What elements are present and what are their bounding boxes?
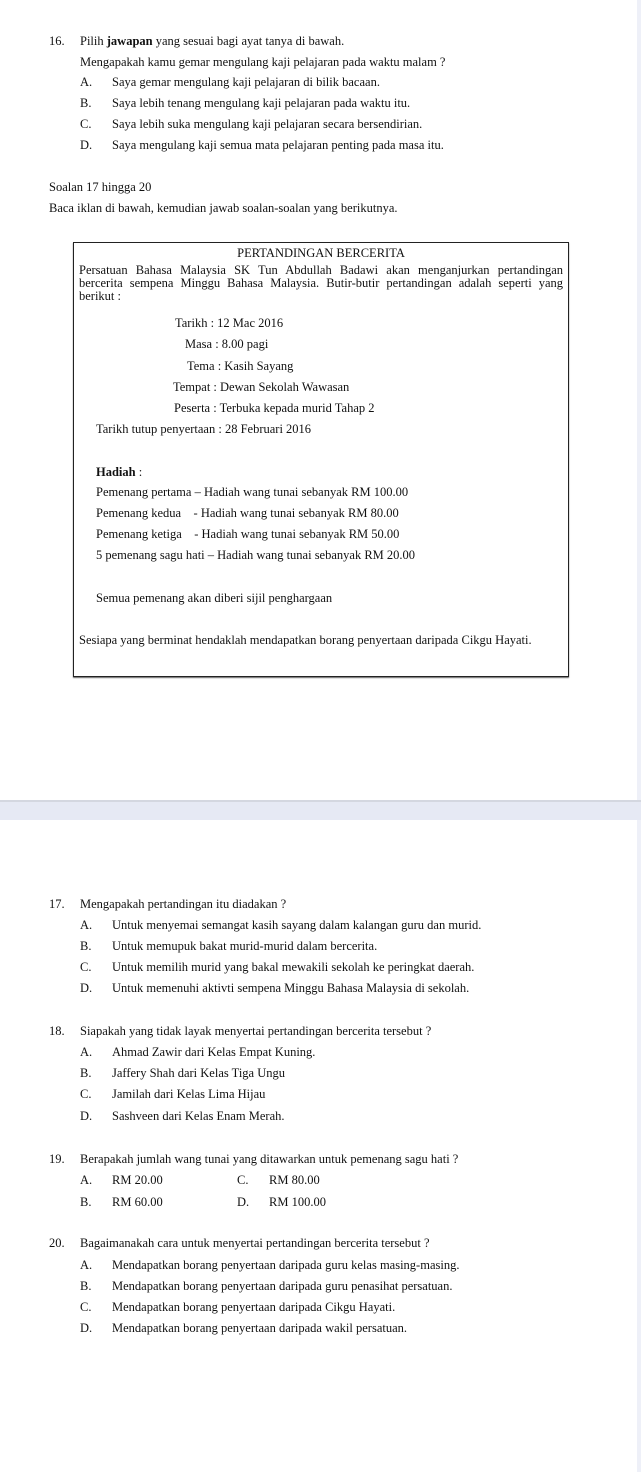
option-text: Jaffery Shah dari Kelas Tiga Ungu [112,1066,286,1080]
option-text: RM 20.00 [112,1173,163,1187]
ad-contact: Sesiapa yang berminat hendaklah mendapatkan borang penyertaan daripada Cikgu Hayati. [79,633,532,647]
option-text: Saya mengulang kaji semua mata pelajaran penting pada masa itu. [112,138,444,152]
question-number: 16. [49,34,65,48]
ad-closing-date: Tarikh tutup penyertaan : 28 Februari 2016 [96,422,312,436]
question-number: 20. [49,1236,65,1250]
option-text: Sashveen dari Kelas Enam Merah. [112,1109,285,1123]
option-letter: D. [237,1195,250,1209]
ad-detail: Tarikh : 12 Mac 2016 [175,316,284,330]
prize-item: 5 pemenang sagu hati – Hadiah wang tunai sebanyak RM 20.00 [96,548,416,562]
question-text: Mengapakah kamu gemar mengulang kaji pelajaran pada waktu malam ? [80,55,446,69]
option-letter: D. [80,138,93,152]
option-text: RM 80.00 [269,1173,320,1187]
option-letter: C. [80,1300,92,1314]
ad-title: PERTANDINGAN BERCERITA [237,246,405,260]
option-letter: C. [80,1087,92,1101]
option-text: Untuk memilih murid yang bakal mewakili sekolah ke peringkat daerah. [112,960,475,974]
option-letter: C. [80,960,92,974]
option-text: Ahmad Zawir dari Kelas Empat Kuning. [112,1045,316,1059]
ad-detail: Tempat : Dewan Sekolah Wawasan [173,380,350,394]
prize-heading [96,464,142,480]
ad-intro: Persatuan Bahasa Malaysia SK Tun Abdullah Badawi akan menganjurkan pertandingan bercerita sempena Minggu Bahasa Malaysia. Butir-butir pertandingan adalah seperti yang berikut : [79,263,563,303]
option-text: Saya gemar mengulang kaji pelajaran di bilik bacaan. [112,75,380,89]
section-instruction: Baca iklan di bawah, kemudian jawab soalan-soalan yang berikutnya. [49,201,398,215]
option-letter: A. [80,75,93,89]
prize-heading-label: Hadiah [96,465,136,479]
instr-bold: jawapan [106,34,153,48]
page-break [0,800,641,820]
option-text: Jamilah dari Kelas Lima Hijau [112,1087,266,1101]
option-letter: A. [80,918,93,932]
option-letter: D. [80,1109,93,1123]
option-text: Saya lebih tenang mengulang kaji pelajaran pada waktu itu. [112,96,411,110]
ad-detail: Tema : Kasih Sayang [187,359,294,373]
option-text: Mendapatkan borang penyertaan daripada guru penasihat persatuan. [112,1279,453,1293]
question-text: Siapakah yang tidak layak menyertai pertandingan bercerita tersebut ? [80,1024,432,1038]
option-letter: C. [237,1173,249,1187]
option-text: RM 60.00 [112,1195,163,1209]
option-letter: D. [80,1321,93,1335]
question-text: Mengapakah pertandingan itu diadakan ? [80,897,287,911]
option-text: Untuk memupuk bakat murid-murid dalam bercerita. [112,939,378,953]
option-letter: C. [80,117,92,131]
colon: : [135,465,143,479]
advertisement-box [73,242,569,677]
option-letter: B. [80,939,92,953]
option-letter: A. [80,1258,93,1272]
question-number: 18. [49,1024,65,1038]
prize-item: Pemenang kedua - Hadiah wang tunai sebanyak RM 80.00 [96,506,399,520]
instr-text: yang sesuai bagi ayat tanya di bawah. [152,34,345,48]
option-text: Mendapatkan borang penyertaan daripada Cikgu Hayati. [112,1300,396,1314]
option-letter: B. [80,1066,92,1080]
option-text: Saya lebih suka mengulang kaji pelajaran secara bersendirian. [112,117,423,131]
question-number: 19. [49,1152,65,1166]
scrollbar-track[interactable] [637,0,641,1472]
option-text: Untuk menyemai semangat kasih sayang dalam kalangan guru dan murid. [112,918,482,932]
question-instruction [80,33,344,49]
prize-item: Pemenang pertama – Hadiah wang tunai sebanyak RM 100.00 [96,485,409,499]
question-number: 17. [49,897,65,911]
option-text: Mendapatkan borang penyertaan daripada guru kelas masing-masing. [112,1258,460,1272]
option-text: RM 100.00 [269,1195,326,1209]
ad-certificate: Semua pemenang akan diberi sijil penghargaan [96,591,333,605]
option-text: Untuk memenuhi aktivti sempena Minggu Bahasa Malaysia di sekolah. [112,981,470,995]
question-text: Bagaimanakah cara untuk menyertai pertandingan bercerita tersebut ? [80,1236,430,1250]
prize-item: Pemenang ketiga - Hadiah wang tunai sebanyak RM 50.00 [96,527,400,541]
ad-detail: Masa : 8.00 pagi [185,337,269,351]
section-title: Soalan 17 hingga 20 [49,180,152,194]
option-letter: A. [80,1173,93,1187]
question-text: Berapakah jumlah wang tunai yang ditawarkan untuk pemenang sagu hati ? [80,1152,459,1166]
option-letter: B. [80,1195,92,1209]
option-letter: B. [80,1279,92,1293]
ad-detail: Peserta : Terbuka kepada murid Tahap 2 [174,401,375,415]
instr-text: Pilih [80,34,107,48]
option-letter: A. [80,1045,93,1059]
option-text: Mendapatkan borang penyertaan daripada wakil persatuan. [112,1321,408,1335]
option-letter: D. [80,981,93,995]
option-letter: B. [80,96,92,110]
